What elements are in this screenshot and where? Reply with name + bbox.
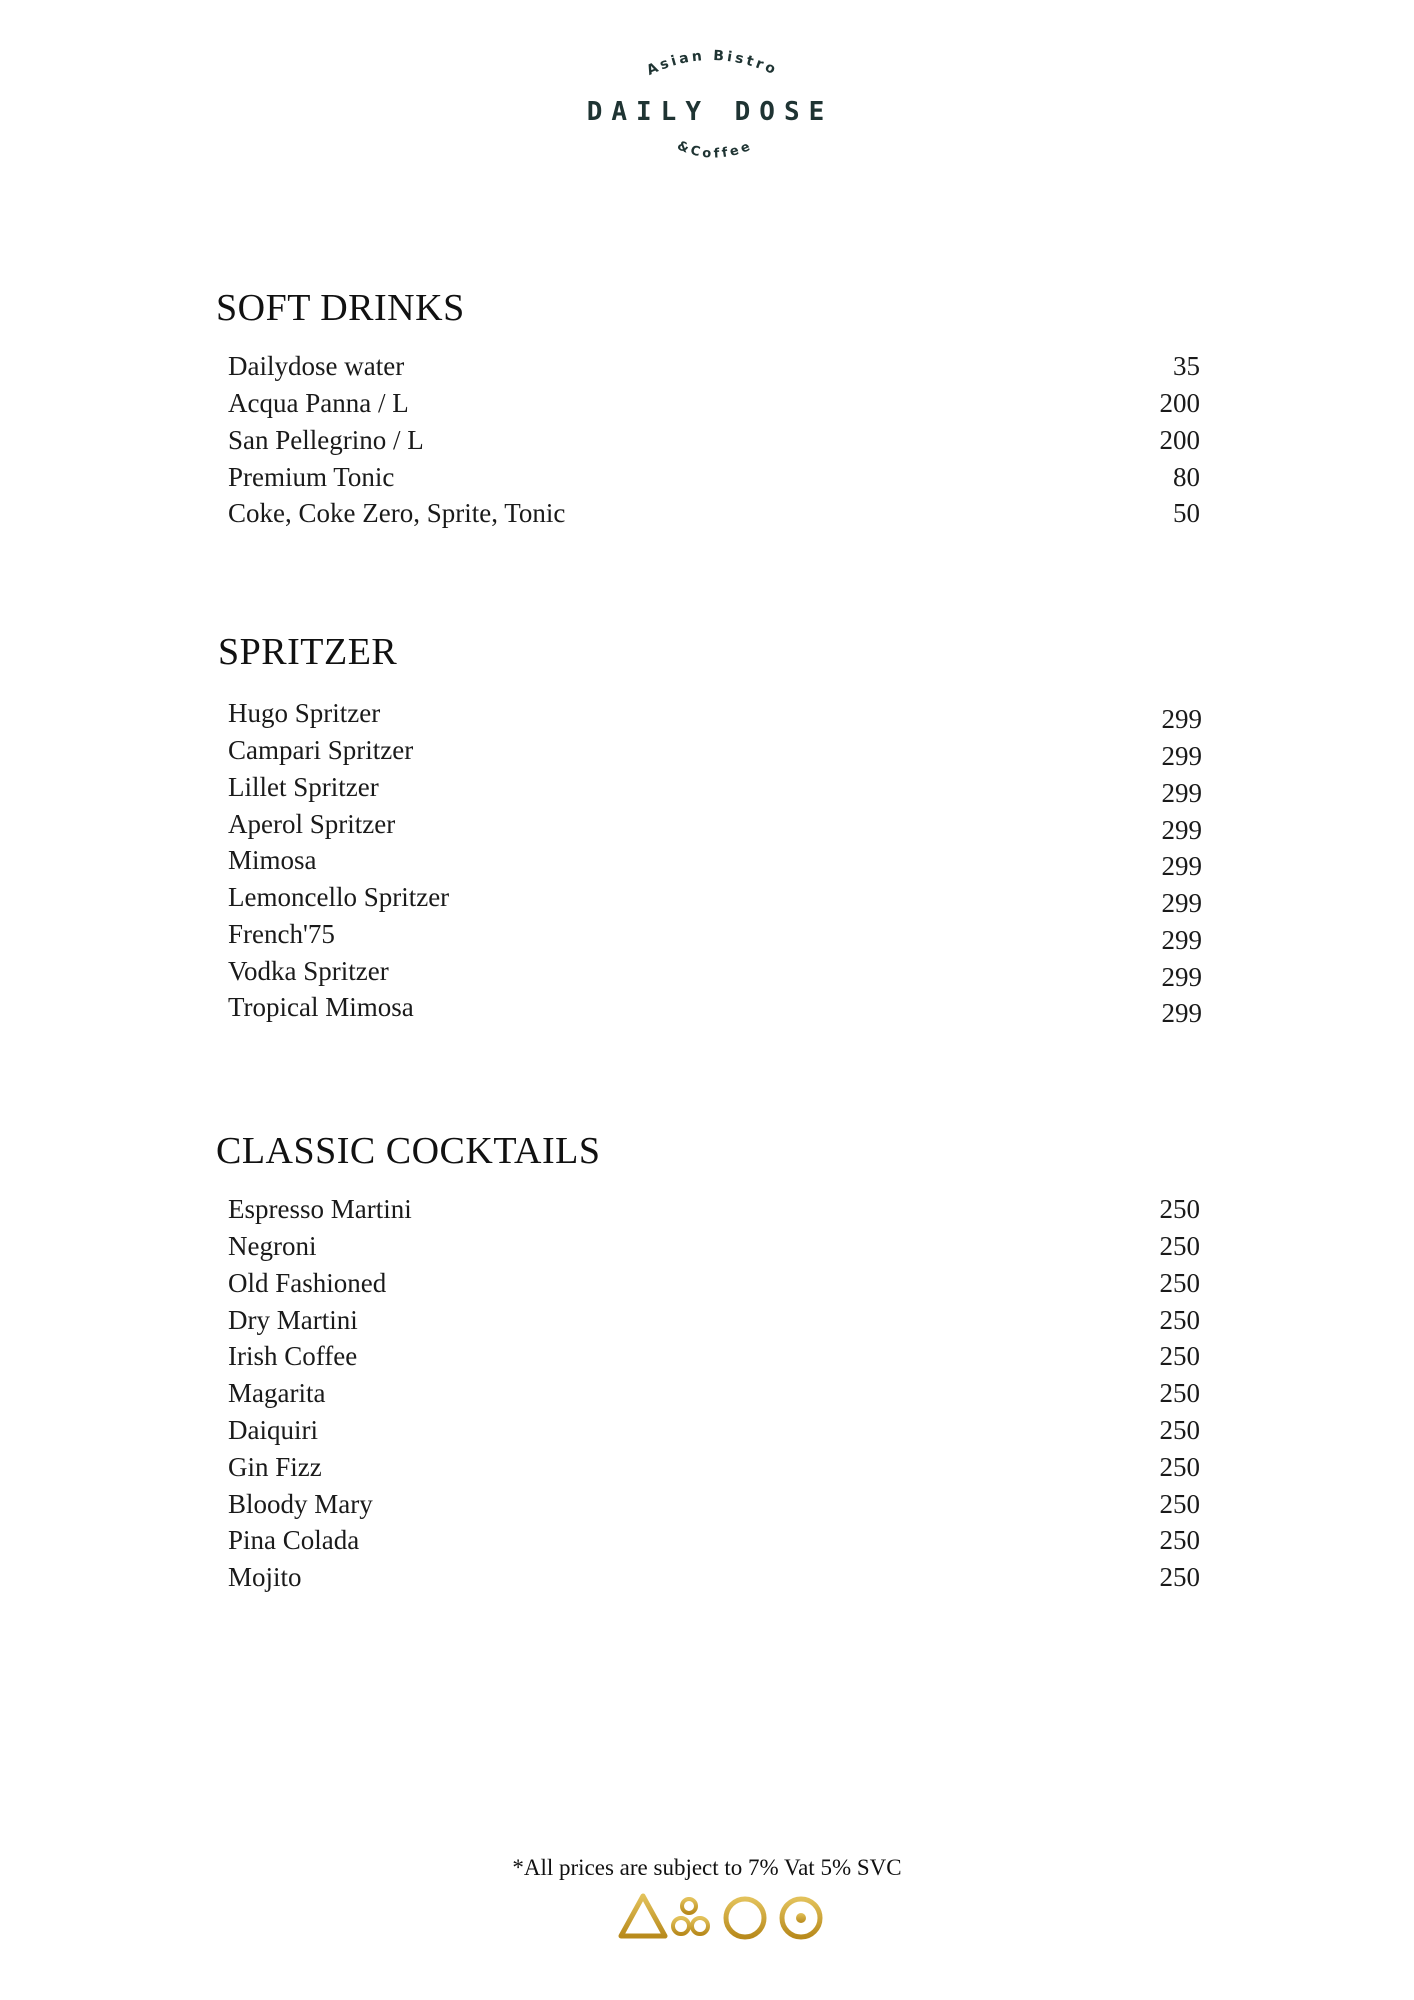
item-price: 250 [1159, 1452, 1200, 1482]
menu-item [0, 1559, 1414, 1595]
item-name: Premium Tonic [228, 462, 395, 492]
item-price: 200 [1159, 388, 1200, 418]
item-name: Espresso Martini [228, 1194, 412, 1224]
item-name: Irish Coffee [228, 1341, 358, 1371]
item-name: Negroni [228, 1231, 317, 1261]
logo-brand-name: DAILY DOSE [586, 97, 834, 127]
item-price: 250 [1159, 1305, 1200, 1335]
item-name: Daiquiri [228, 1415, 318, 1445]
menu-item [0, 495, 1414, 531]
menu-item [0, 1338, 1414, 1374]
item-price: 250 [1159, 1194, 1200, 1224]
item-price: 299 [1161, 815, 1202, 845]
item-name: Hugo Spritzer [228, 698, 381, 728]
menu-item [0, 695, 1414, 734]
logo-top-arc-text: Asian Bistro [644, 47, 781, 79]
item-price: 299 [1161, 778, 1202, 808]
item-name: Coke, Coke Zero, Sprite, Tonic [228, 498, 566, 528]
item-price: 250 [1159, 1415, 1200, 1445]
item-name: Old Fashioned [228, 1268, 387, 1298]
item-name: Lemoncello Spritzer [228, 882, 450, 912]
item-name: Pina Colada [228, 1525, 360, 1555]
item-price: 299 [1161, 741, 1202, 771]
item-name: Magarita [228, 1378, 326, 1408]
section-title: CLASSIC COCKTAILS [216, 1130, 601, 1172]
menu-item [0, 1449, 1414, 1485]
menu-item [0, 1302, 1414, 1338]
item-name: Lillet Spritzer [228, 772, 379, 802]
menu-item [0, 1522, 1414, 1558]
item-name: Acqua Panna / L [228, 388, 409, 418]
item-price: 80 [1173, 462, 1200, 492]
menu-item [0, 1265, 1414, 1301]
menu-item [0, 916, 1414, 955]
item-name: Mimosa [228, 845, 317, 875]
menu-item [0, 1228, 1414, 1264]
item-name: Tropical Mimosa [228, 992, 414, 1022]
menu-item [0, 769, 1414, 808]
item-price: 250 [1159, 1562, 1200, 1592]
item-name: French'75 [228, 919, 335, 949]
menu-item [0, 348, 1414, 384]
dot-circle-icon [782, 1899, 820, 1937]
item-price: 35 [1173, 351, 1200, 381]
item-price: 299 [1161, 962, 1202, 992]
menu-item [0, 1191, 1414, 1227]
item-name: Aperol Spritzer [228, 809, 396, 839]
item-price: 299 [1161, 851, 1202, 881]
item-price: 299 [1161, 998, 1202, 1028]
item-name: Dry Martini [228, 1305, 358, 1335]
footer-emblem [617, 1890, 833, 1946]
theta-icon [726, 1899, 764, 1937]
menu-item [0, 953, 1414, 992]
menu-item [0, 732, 1414, 771]
triangle-icon [621, 1896, 665, 1936]
item-price: 250 [1159, 1525, 1200, 1555]
section-title: SOFT DRINKS [216, 287, 465, 329]
menu-item [0, 1486, 1414, 1522]
item-price: 200 [1159, 425, 1200, 455]
menu-item [0, 879, 1414, 918]
menu-item [0, 459, 1414, 495]
menu-item [0, 385, 1414, 421]
item-price: 50 [1173, 498, 1200, 528]
item-price: 299 [1161, 704, 1202, 734]
item-name: Bloody Mary [228, 1489, 373, 1519]
item-name: Dailydose water [228, 351, 405, 381]
item-price: 299 [1161, 925, 1202, 955]
item-price: 250 [1159, 1231, 1200, 1261]
logo-bottom-arc-text: &Coffee [674, 138, 756, 162]
price-disclaimer: *All prices are subject to 7% Vat 5% SVC [512, 1855, 902, 1880]
item-name: Mojito [228, 1562, 302, 1592]
menu-item [0, 989, 1414, 1028]
menu-item [0, 422, 1414, 458]
menu-item [0, 842, 1414, 881]
item-name: Gin Fizz [228, 1452, 322, 1482]
brand-logo [580, 40, 840, 180]
menu-item [0, 806, 1414, 845]
menu-item [0, 1412, 1414, 1448]
three-circles-icon [673, 1899, 708, 1934]
item-price: 250 [1159, 1489, 1200, 1519]
brand-logo-svg [580, 40, 840, 180]
item-price: 299 [1161, 888, 1202, 918]
menu-item [0, 1375, 1414, 1411]
item-name: San Pellegrino / L [228, 425, 424, 455]
item-price: 250 [1159, 1378, 1200, 1408]
item-price: 250 [1159, 1268, 1200, 1298]
item-name: Vodka Spritzer [228, 956, 389, 986]
footer-emblem-svg [617, 1890, 833, 1946]
section-title: SPRITZER [218, 631, 398, 673]
item-name: Campari Spritzer [228, 735, 414, 765]
item-price: 250 [1159, 1341, 1200, 1371]
